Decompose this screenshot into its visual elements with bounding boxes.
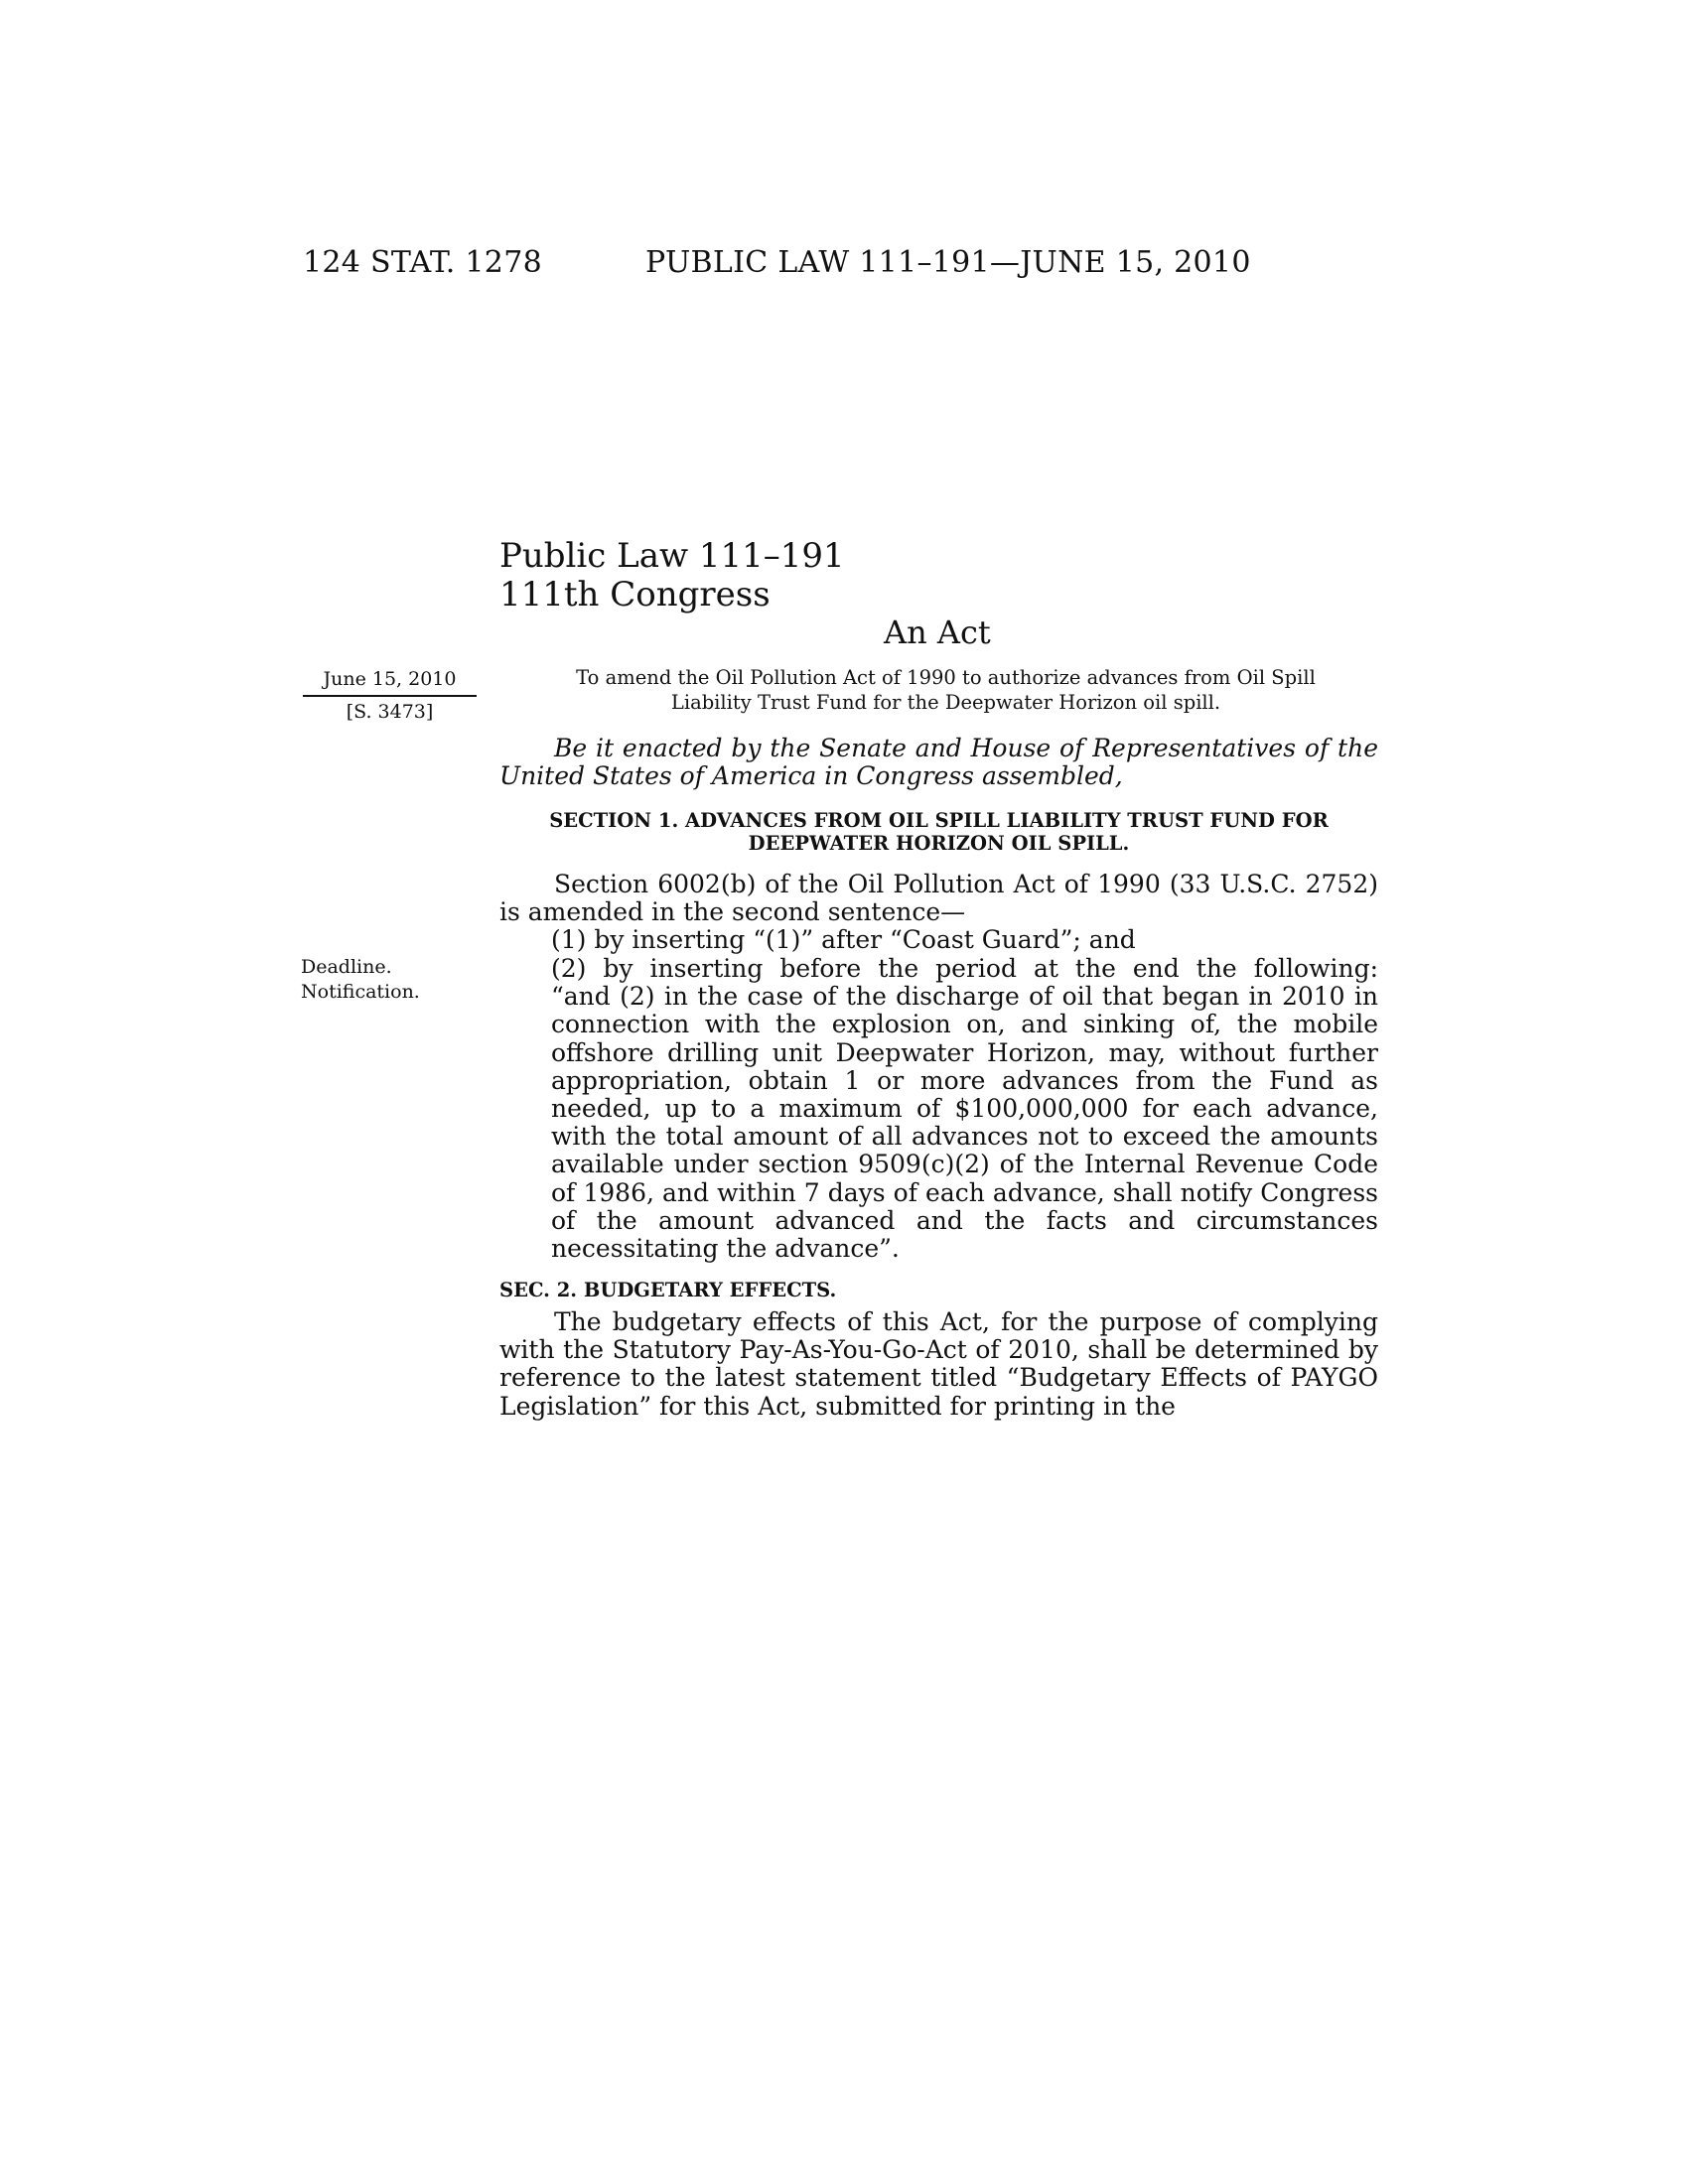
section-2-heading: SEC. 2. BUDGETARY EFFECTS.	[499, 1279, 837, 1301]
section-1-intro: Section 6002(b) of the Oil Pollution Act of 1990 (33 U.S.C. 2752) is amended in the second sentence—	[499, 870, 1378, 927]
enactment-date: June 15, 2010	[323, 668, 457, 690]
section-1-heading-line-2: DEEPWATER HORIZON OIL SPILL.	[748, 832, 1130, 855]
stat-reference: 124 STAT. 1278	[303, 245, 542, 280]
section-1-paragraph-1: (1) by inserting “(1)” after “Coast Guard”; and	[551, 925, 1136, 954]
margin-notes	[301, 955, 420, 1005]
margin-note-deadline: Deadline.	[301, 956, 392, 978]
an-act-heading: An Act	[884, 614, 991, 651]
law-number: Public Law 111–191	[499, 536, 845, 576]
section-1-paragraph-2	[551, 955, 1378, 1263]
congress-label: 111th Congress	[499, 575, 771, 614]
section-1-paragraph-2-lead: (2) by inserting before the period at the end the following:	[551, 954, 1378, 983]
running-title: PUBLIC LAW 111–191—JUNE 15, 2010	[645, 245, 1251, 280]
enacting-clause: Be it enacted by the Senate and House of Representatives of the United States of America in Congress assembled,	[499, 734, 1378, 791]
section-1-heading	[499, 809, 1378, 855]
section-1-quoted-amendment: “and (2) in the case of the discharge of oil that began in 2010 in connection with the explosion on, and sinking of, the mobile offshore drilling unit Deepwater Horizon, may, without further appropriation, obtain 1 or more advances from the Fund as needed, up to a maximum of $100,000,000 for each advance, with the total amount of all advances not to exceed the amounts available under section 9509(c)(2) of the Internal Revenue Code of 1986, and within 7 days of each advance, shall notify Congress of the amount advanced and the facts and circumstances necessitating the advance”.	[551, 982, 1378, 1264]
margin-divider	[303, 695, 477, 697]
section-2-text: The budgetary effects of this Act, for the purpose of complying with the Statutory Pay-As-You-Go-Act of 2010, shall be determined by reference to the latest statement titled “Budgetary Effects of PAYGO Legislation” for this Act, submitted for printing in the	[499, 1307, 1378, 1421]
purpose-statement: To amend the Oil Pollution Act of 1990 to authorize advances from Oil Spill Liability Trust Fund for the Deepwater Horizon oil spill.	[576, 666, 1316, 714]
margin-note-notification: Notification.	[301, 981, 420, 1003]
bill-number: [S. 3473]	[346, 701, 434, 723]
section-1-heading-line-1: SECTION 1. ADVANCES FROM OIL SPILL LIABILITY TRUST FUND FOR	[549, 809, 1329, 832]
margin-date-block	[303, 667, 477, 724]
